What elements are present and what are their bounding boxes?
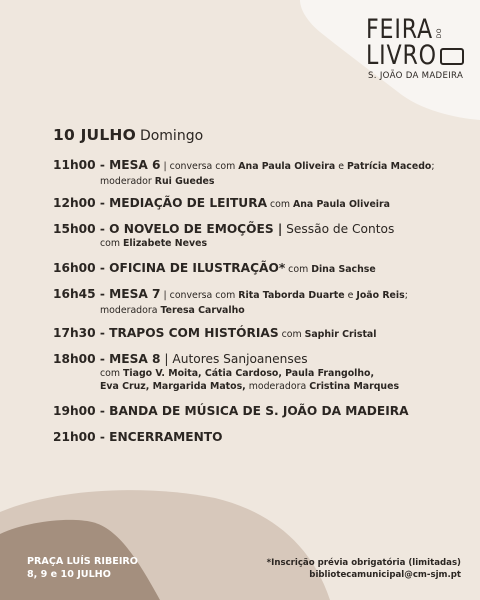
item-title: MESA 7 — [109, 287, 161, 301]
item-title: BANDA DE MÚSICA DE S. JOÃO DA MADEIRA — [109, 404, 409, 418]
item-title: MESA 6 — [109, 158, 161, 172]
item-time: 19h00 — [53, 404, 96, 418]
logo-city-text: S. JOÃO DA MADEIRA — [368, 71, 464, 81]
item-text: com — [100, 238, 124, 249]
schedule-item — [53, 260, 376, 278]
venue-name: PRAÇA LUÍS RIBEIRO — [27, 556, 138, 567]
registration-note — [267, 557, 461, 581]
schedule-item — [53, 195, 390, 213]
date-main: 10 JULHO — [53, 126, 136, 144]
item-time: 21h00 — [53, 430, 96, 444]
item-text: com — [285, 264, 312, 275]
event-date — [53, 125, 203, 144]
item-subtitle: Sessão de Contos — [282, 222, 395, 236]
item-time: 12h00 — [53, 196, 96, 210]
item-text: moderador — [100, 176, 155, 187]
item-time: 16h45 — [53, 287, 96, 301]
item-dash: - — [95, 196, 110, 210]
schedule-item — [53, 157, 435, 188]
item-text: e — [344, 290, 357, 301]
registration-text: *Inscrição prévia obrigatória (limitadas) — [266, 558, 461, 568]
moderator-name: Teresa Carvalho — [160, 305, 245, 316]
date-weekday: Domingo — [139, 128, 204, 144]
moderator-name: Cristina Marques — [309, 381, 400, 392]
venue-dates — [27, 555, 138, 581]
item-dash: - — [95, 404, 110, 418]
schedule-item — [53, 221, 394, 250]
moderator-name: Rui Guedes — [154, 176, 215, 187]
item-text: | conversa com — [160, 290, 239, 301]
schedule-item — [53, 325, 376, 343]
item-dash: - — [95, 261, 110, 275]
item-title: ENCERRAMENTO — [109, 430, 223, 444]
item-text: com — [100, 368, 124, 379]
item-dash: - — [95, 352, 110, 366]
item-text: moderadora — [100, 305, 161, 316]
participant-name: Saphir Cristal — [304, 329, 377, 340]
item-text: moderadora — [245, 381, 310, 392]
item-text: com — [278, 329, 305, 340]
item-time: 17h30 — [53, 326, 96, 340]
schedule-item — [53, 286, 408, 317]
participant-names: Eva Cruz, Margarida Matos, — [100, 381, 246, 392]
item-dash: - — [95, 326, 110, 340]
item-title: OFICINA DE ILUSTRAÇÃO* — [109, 261, 286, 275]
contact-email: bibliotecamunicipal@cm-sjm.pt — [309, 570, 461, 580]
item-dash: - — [95, 158, 110, 172]
logo-frame — [440, 48, 464, 65]
item-time: 15h00 — [53, 222, 96, 236]
festival-dates: 8, 9 e 10 JULHO — [27, 569, 111, 580]
participant-name: Elizabete Neves — [123, 238, 208, 249]
item-text: com — [267, 199, 293, 210]
feira-do-livro-logo — [366, 16, 466, 86]
schedule-item — [53, 351, 399, 393]
item-time: 18h00 — [53, 352, 96, 366]
item-text: e — [335, 161, 347, 172]
participant-names: Tiago V. Moita, Cátia Cardoso, Paula Frangolho, — [123, 368, 375, 379]
item-title: TRAPOS COM HISTÓRIAS — [109, 326, 279, 340]
participant-name: João Reis — [356, 290, 405, 301]
participant-name: Patrícia Macedo — [347, 161, 432, 172]
schedule-item — [53, 429, 222, 445]
logo-do-text: DO — [436, 28, 443, 39]
item-time: 16h00 — [53, 261, 96, 275]
item-time: 11h00 — [53, 158, 96, 172]
item-dash: - — [95, 430, 110, 444]
item-title: MEDIAÇÃO DE LEITURA — [109, 196, 268, 210]
item-title: O NOVELO DE EMOÇÕES | — [109, 222, 283, 236]
item-text: | conversa com — [160, 161, 239, 172]
participant-name: Ana Paula Oliveira — [238, 161, 336, 172]
item-text: ; — [404, 290, 408, 301]
participant-name: Ana Paula Oliveira — [293, 199, 390, 210]
logo-feira-text: FEIRA — [366, 14, 433, 45]
item-subtitle: | Autores Sanjoanenses — [160, 352, 308, 366]
participant-name: Dina Sachse — [311, 264, 376, 275]
item-dash: - — [95, 287, 110, 301]
participant-name: Rita Taborda Duarte — [238, 290, 345, 301]
item-title: MESA 8 — [109, 352, 161, 366]
item-text: ; — [431, 161, 435, 172]
item-dash: - — [95, 222, 110, 236]
schedule-item — [53, 403, 409, 419]
logo-livro-text: LIVRO — [366, 40, 437, 71]
